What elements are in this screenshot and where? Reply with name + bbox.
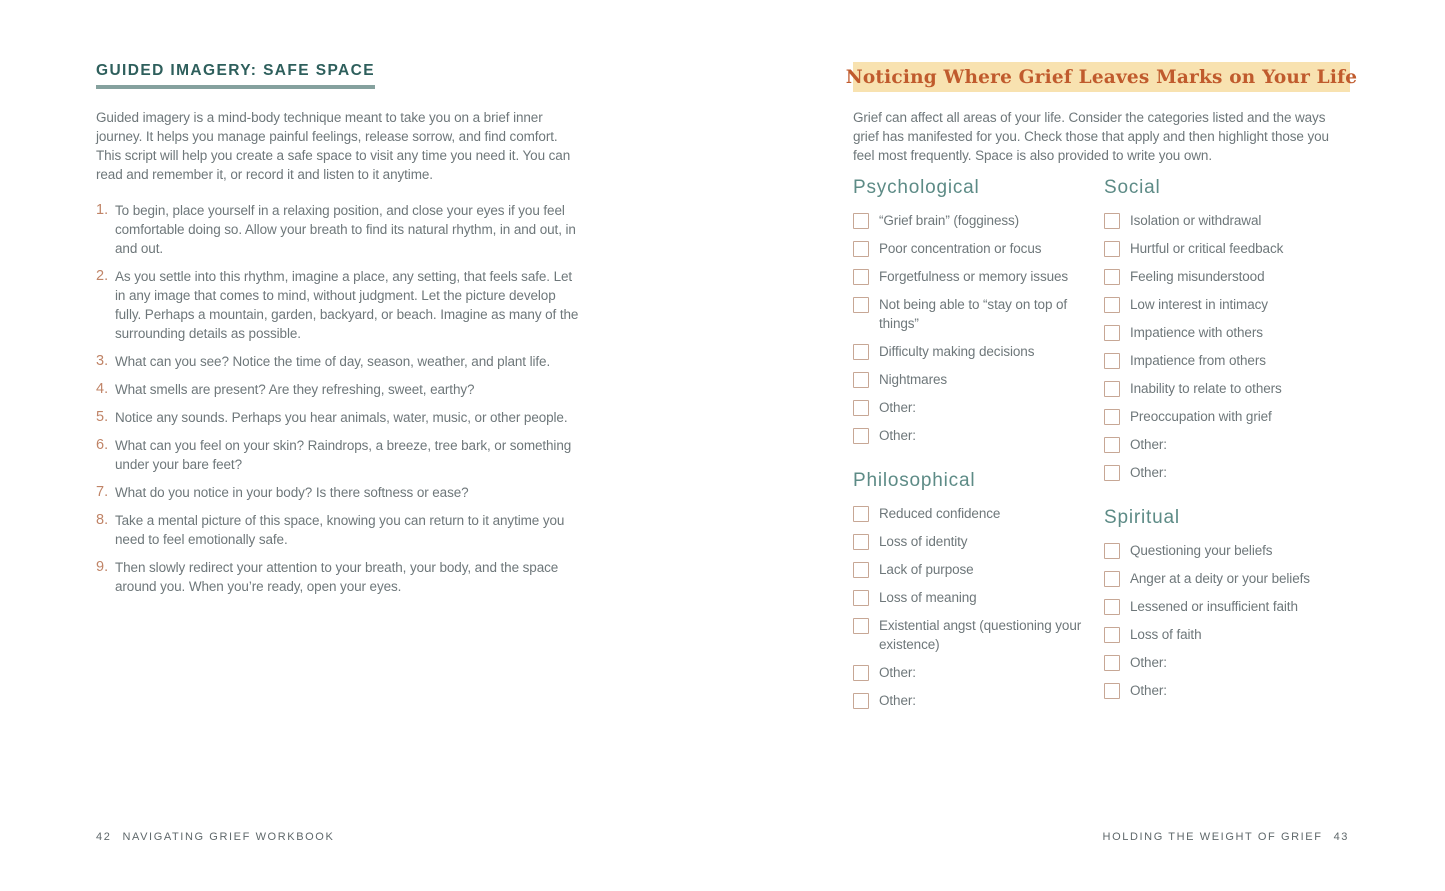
checklist-item [1104, 625, 1350, 644]
chapter-title: HOLDING THE WEIGHT OF GRIEF [1102, 831, 1323, 843]
step-item [96, 408, 583, 427]
checkbox[interactable] [1104, 325, 1120, 341]
checkbox[interactable] [853, 400, 869, 416]
checkbox[interactable] [1104, 297, 1120, 313]
page-title-block [96, 62, 375, 89]
checklist-item-label: Impatience from others [1130, 353, 1266, 368]
right-page-number: 43 [1333, 831, 1349, 843]
checkbox[interactable] [1104, 213, 1120, 229]
left-page-number: 42 [96, 831, 112, 843]
checklist-item [1104, 541, 1350, 560]
section-banner [845, 62, 1358, 92]
checkbox[interactable] [1104, 437, 1120, 453]
step-text: To begin, place yourself in a relaxing position, and close your eyes if you feel comfortable doing so. Allow your breath to find its natural rhythm, in and out, in and out. [115, 203, 576, 256]
checkbox[interactable] [853, 618, 869, 634]
step-number: 8. [96, 512, 109, 528]
checklist-item [853, 560, 1083, 579]
checkbox[interactable] [853, 297, 869, 313]
step-text: Take a mental picture of this space, knowing you can return to it anytime you need to feel emotionally safe. [115, 513, 565, 547]
step-item [96, 201, 583, 258]
checklist-item [853, 532, 1083, 551]
checklist-item-label: Other: [1130, 437, 1167, 452]
checkbox[interactable] [1104, 683, 1120, 699]
step-item [96, 380, 583, 399]
checkbox[interactable] [1104, 627, 1120, 643]
checklist-item [1104, 681, 1350, 700]
page-title: GUIDED IMAGERY: SAFE SPACE [96, 62, 375, 79]
checklist-item [853, 267, 1083, 286]
checkbox[interactable] [1104, 409, 1120, 425]
checklist-item-label: Poor concentration or focus [879, 241, 1042, 256]
checkbox[interactable] [853, 241, 869, 257]
checklist-column-left [853, 176, 1083, 719]
book-title: NAVIGATING GRIEF WORKBOOK [122, 831, 335, 843]
checkbox[interactable] [853, 344, 869, 360]
checkbox[interactable] [853, 506, 869, 522]
checklist-item [1104, 379, 1350, 398]
checklist-section-social [1104, 176, 1350, 482]
section-heading: Spiritual [1104, 507, 1180, 528]
step-number: 7. [96, 484, 109, 500]
checklist-item [853, 426, 1083, 445]
checkbox[interactable] [853, 693, 869, 709]
guided-imagery-steps [96, 201, 583, 596]
step-number: 1. [96, 202, 109, 218]
right-page-footer [1103, 830, 1349, 844]
checklist-item [1104, 569, 1350, 588]
checklist-item-label: Difficulty making decisions [879, 344, 1035, 359]
step-text: What can you see? Notice the time of day, season, weather, and plant life. [115, 354, 551, 369]
checklist-item [853, 398, 1083, 417]
checklist-item [853, 504, 1083, 523]
checklist-item-label: Hurtful or critical feedback [1130, 241, 1284, 256]
checklist-item-label: Other: [879, 400, 916, 415]
step-text: What smells are present? Are they refreshing, sweet, earthy? [115, 382, 475, 397]
checklist-item-label: Loss of faith [1130, 627, 1202, 642]
checkbox[interactable] [1104, 543, 1120, 559]
checkbox[interactable] [1104, 655, 1120, 671]
checkbox[interactable] [1104, 465, 1120, 481]
checklist-item-label: Questioning your beliefs [1130, 543, 1273, 558]
step-item [96, 436, 583, 474]
checklist-section-psychological [853, 176, 1083, 445]
checklist-item-label: Other: [1130, 465, 1167, 480]
checklist-item [853, 588, 1083, 607]
checkbox[interactable] [853, 665, 869, 681]
step-item [96, 352, 583, 371]
step-text: Then slowly redirect your attention to your breath, your body, and the space around you. When you’re ready, open your eyes. [115, 560, 559, 594]
checklist-item [853, 295, 1083, 333]
checklist-item-label: Other: [1130, 683, 1167, 698]
checklist-item [1104, 653, 1350, 672]
checklist-column-right [1104, 176, 1350, 719]
checklist-item-label: Other: [879, 693, 916, 708]
checklist-item-label: Loss of identity [879, 534, 968, 549]
banner-title: Noticing Where Grief Leaves Marks on Your Life [845, 66, 1358, 88]
checklist-item [1104, 351, 1350, 370]
checkbox[interactable] [853, 269, 869, 285]
checklist-columns [853, 176, 1350, 719]
checklist-item [853, 616, 1083, 654]
checklist-item-label: Other: [879, 428, 916, 443]
checklist-item-label: Forgetfulness or memory issues [879, 269, 1069, 284]
checkbox[interactable] [853, 562, 869, 578]
right-page [845, 62, 1358, 719]
checklist-item [1104, 295, 1350, 314]
checklist-section-philosophical [853, 469, 1083, 710]
checklist-item [1104, 597, 1350, 616]
step-item [96, 483, 583, 502]
checklist-section-spiritual [1104, 506, 1350, 700]
step-text: What can you feel on your skin? Raindrops, a breeze, tree bark, or something under your bare feet? [115, 438, 572, 472]
checkbox[interactable] [853, 213, 869, 229]
step-number: 9. [96, 559, 109, 575]
checklist-item-label: Inability to relate to others [1130, 381, 1282, 396]
section-heading: Philosophical [853, 470, 976, 491]
checklist-item-label: Lessened or insufficient faith [1130, 599, 1298, 614]
checklist-item-label: Reduced confidence [879, 506, 1001, 521]
left-page-footer [96, 830, 334, 844]
step-number: 4. [96, 381, 109, 397]
checklist-item-label: Impatience with others [1130, 325, 1263, 340]
checkbox[interactable] [1104, 599, 1120, 615]
checklist-item [1104, 435, 1350, 454]
checkbox[interactable] [853, 428, 869, 444]
checklist-item [1104, 463, 1350, 482]
step-number: 2. [96, 268, 109, 284]
step-item [96, 267, 583, 343]
right-intro-paragraph: Grief can affect all areas of your life. Consider the categories listed and the ways grief has manifested for you. Check those that apply and then highlight those you feel most frequently. Space is also provided to write you own. [853, 110, 1329, 163]
step-text: Notice any sounds. Perhaps you hear animals, water, music, or other people. [115, 410, 568, 425]
checkbox[interactable] [853, 534, 869, 550]
checklist-item [853, 211, 1083, 230]
checklist-item-label: Lack of purpose [879, 562, 974, 577]
checkbox[interactable] [1104, 381, 1120, 397]
left-intro-paragraph: Guided imagery is a mind-body technique meant to take you on a brief inner journey. It helps you manage painful feelings, release sorrow, and find comfort. This script will help you create a safe space to visit any time you need it. You can read and remember it, or record it and listen to it anytime. [96, 110, 571, 182]
checklist-item-label: Low interest in intimacy [1130, 297, 1268, 312]
checklist-item [853, 342, 1083, 361]
checklist-item [1104, 407, 1350, 426]
step-text: As you settle into this rhythm, imagine a place, any setting, that feels safe. Let in any image that comes to mind, without judgment. Let the picture develop fully. Perhaps a mountain, garden, backyard, or beach. Imagine as many of the surrounding details as possible. [115, 269, 579, 341]
step-text: What do you notice in your body? Is there softness or ease? [115, 485, 469, 500]
checklist-item [1104, 267, 1350, 286]
checklist-item [1104, 211, 1350, 230]
step-item [96, 558, 583, 596]
checklist-item-label: Loss of meaning [879, 590, 977, 605]
section-heading: Psychological [853, 177, 980, 198]
step-item [96, 511, 583, 549]
section-heading: Social [1104, 177, 1161, 198]
checklist-item-label: Isolation or withdrawal [1130, 213, 1262, 228]
checklist-item [853, 239, 1083, 258]
checklist-item-label: Feeling misunderstood [1130, 269, 1265, 284]
checkbox[interactable] [853, 590, 869, 606]
step-number: 5. [96, 409, 109, 425]
left-page [96, 62, 583, 605]
title-underline-rule [96, 85, 375, 89]
checklist-item-label: “Grief brain” (fogginess) [879, 213, 1020, 228]
checklist-item-label: Other: [879, 665, 916, 680]
step-number: 3. [96, 353, 109, 369]
checklist-item-label: Preoccupation with grief [1130, 409, 1272, 424]
checklist-item-label: Nightmares [879, 372, 948, 387]
checklist-item [1104, 323, 1350, 342]
checklist-item [853, 370, 1083, 389]
checklist-item [1104, 239, 1350, 258]
checklist-item-label: Existential angst (questioning your existence) [879, 618, 1082, 652]
checkbox[interactable] [1104, 353, 1120, 369]
checklist-item-label: Not being able to “stay on top of things” [879, 297, 1068, 331]
checklist-item-label: Anger at a deity or your beliefs [1130, 571, 1310, 586]
checklist-item [853, 691, 1083, 710]
checklist-item [853, 663, 1083, 682]
checkbox[interactable] [853, 372, 869, 388]
checklist-item-label: Other: [1130, 655, 1167, 670]
checkbox[interactable] [1104, 571, 1120, 587]
checkbox[interactable] [1104, 241, 1120, 257]
checkbox[interactable] [1104, 269, 1120, 285]
step-number: 6. [96, 437, 109, 453]
